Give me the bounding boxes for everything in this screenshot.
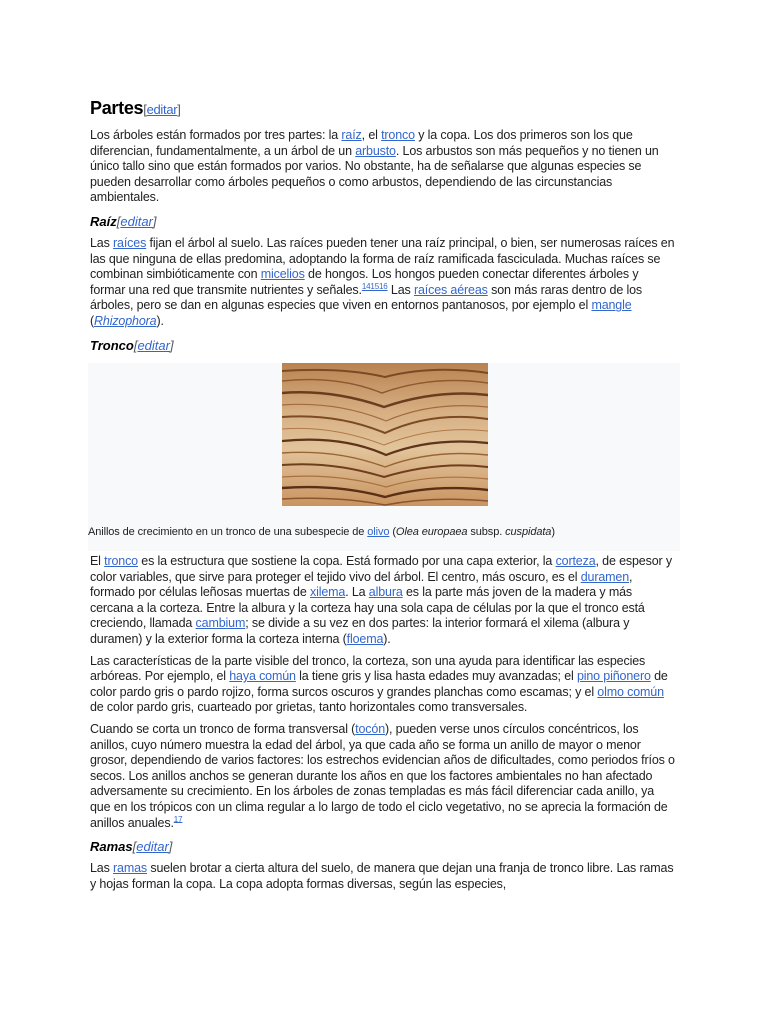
link-albura[interactable]: albura <box>368 585 403 600</box>
section-heading-partes <box>90 96 675 122</box>
text: Las <box>90 861 114 876</box>
text: suelen brotar a cierta altura del suelo, de manera que dejan una franja de tronco libre. Las ramas y hojas forman la copa. La copa adopta formas diversas, según las especies, <box>90 861 674 891</box>
section-heading-ramas <box>90 839 675 855</box>
section-heading-raiz <box>90 214 675 230</box>
species-name: Olea europaea <box>395 526 468 538</box>
text: Los árboles están formados por tres partes: la <box>90 128 342 142</box>
section-title: Tronco <box>90 337 134 353</box>
text: ; se divide a su vez en dos partes: la interior formará el xilema (albura y duramen) y la exterior forma la corteza interna ( <box>90 616 630 646</box>
text: Las <box>387 282 414 297</box>
article-content <box>90 96 675 360</box>
text: fijan el árbol al suelo. Las raíces pueden tener una raíz principal, o bien, ser numerosas raíces en las que ninguna de ellas predomina, adoptando la forma de raíz ramificada fasciculada. Muchas raíces se combinan simbióticamente con <box>90 235 675 282</box>
text: Las características de la parte visible del tronco, la corteza, son una ayuda para identificar las especies arbóreas. Por ejemplo, el <box>90 653 646 684</box>
edit-link-text[interactable]: editar <box>136 839 169 855</box>
link-duramen[interactable]: duramen <box>580 569 630 584</box>
text: Anillos de crecimiento en un tronco de una subespecie de <box>88 526 368 538</box>
text: y la copa. Los dos primeros son los que diferencian, fundamentalmente, a un árbol de un <box>90 128 633 158</box>
link-tocon[interactable]: tocón <box>355 721 386 736</box>
edit-link-text[interactable]: editar <box>146 102 178 117</box>
reference-link[interactable]: 17 <box>173 814 183 824</box>
text: ( <box>90 313 95 328</box>
text: El <box>90 554 105 568</box>
text: , formado por células leñosas muertas de <box>90 569 633 600</box>
link-pino-pinonero[interactable]: pino piñonero <box>576 669 651 684</box>
text: Las <box>90 235 114 250</box>
link-tronco[interactable]: tronco <box>381 128 415 142</box>
edit-link-raiz[interactable]: [editar] <box>116 213 157 229</box>
link-raices-aereas[interactable]: raíces aéreas <box>413 282 488 297</box>
link-mangle[interactable]: mangle <box>591 298 632 313</box>
tree-rings-image[interactable] <box>282 363 488 506</box>
link-corteza[interactable]: corteza <box>555 554 596 568</box>
text: . La <box>345 585 369 600</box>
link-arbusto[interactable]: arbusto <box>355 143 396 158</box>
text: es la parte más joven de la madera y más cercana a la corteza. Entre la albura y la corteza hay una sola capa de células por la que el tronco está creciendo, llamada <box>90 585 645 631</box>
link-rhizophora[interactable]: Rhizophora <box>94 313 157 328</box>
paragraph <box>90 236 675 330</box>
link-raiz[interactable]: raíz <box>341 128 362 142</box>
section-title: Raíz <box>90 213 117 229</box>
text: subsp. <box>467 526 506 538</box>
link-xilema[interactable]: xilema <box>309 585 346 600</box>
link-tronco[interactable]: tronco <box>104 554 138 568</box>
link-raices[interactable]: raíces <box>113 235 147 250</box>
text: de color pardo gris o pardo rojizo, forma surcos oscuros y grandes planchas como escamas; y el <box>90 669 668 699</box>
paragraph <box>90 861 675 892</box>
text: ), pueden verse unos círculos concéntricos, los anillos, cuyo número muestra la edad del árbol, ya que cada año se forma un anillo de mayor o menor grosor, dependiendo de varios factores: los estrechos evidencian años de dificultades, como periodos fríos o secos. Los anillos anchos se generan durante los años en que los factores ambientales no han afectado adversamente su crecimiento. En los árboles de zonas templadas es más fácil diferenciar cada anillo, ya que en los trópicos con un clima regular a lo largo de todo el ciclo vegetativo, no se aprecia la formación de anillos anuales. <box>90 721 675 830</box>
text: ( <box>389 526 396 538</box>
paragraph <box>90 128 675 206</box>
text: la tiene gris y lisa hasta edades muy avanzadas; el <box>295 669 577 684</box>
paragraph <box>90 554 675 648</box>
figure-caption <box>88 526 555 538</box>
text: son más raras dentro de los árboles, pero se dan en algunas especies que viven en entornos pantanosos, por ejemplo el <box>90 282 642 313</box>
text: , de espesor y color variables, que sirve para proteger el tejido vivo del árbol. El centro, más oscuro, es el <box>90 554 672 584</box>
figure-tree-rings <box>88 363 680 551</box>
link-haya-comun[interactable]: haya común <box>229 669 296 684</box>
text: Cuando se corta un tronco de forma transversal ( <box>90 721 356 736</box>
edit-link-partes[interactable]: [editar] <box>143 102 181 117</box>
section-title: Partes <box>90 98 144 118</box>
text: ) <box>551 526 555 538</box>
text: ). <box>156 313 164 328</box>
link-cambium[interactable]: cambium <box>195 616 246 631</box>
article-content-continued <box>90 554 675 898</box>
paragraph <box>90 654 675 716</box>
text: ). <box>383 631 391 646</box>
link-olivo[interactable]: olivo <box>367 526 390 538</box>
link-floema[interactable]: floema <box>346 631 384 646</box>
text: , el <box>361 128 382 142</box>
edit-link-tronco[interactable]: [editar] <box>133 337 174 353</box>
edit-link-ramas[interactable]: [editar] <box>132 839 173 855</box>
subspecies-name: cuspidata <box>505 526 552 538</box>
section-heading-tronco <box>90 338 675 354</box>
text: de color pardo gris, cuarteado por grietas, tanto horizontales como transversales. <box>90 700 528 715</box>
section-title: Ramas <box>90 839 133 855</box>
reference-link[interactable]: 141516 <box>361 281 388 291</box>
link-micelios[interactable]: micelios <box>260 267 305 282</box>
text: de hongos. Los hongos pueden conectar diferentes árboles y formar una red que transmite nutrientes y señales. <box>90 267 639 297</box>
text: es la estructura que sostiene la copa. Está formado por una capa exterior, la <box>137 554 556 568</box>
text: . Los arbustos son más pequeños y no tienen un único tallo sino que están formados por varios. No obstante, ha de señalarse que algunas especies se pueden desarrollar como árboles pequeños o como arbustos, dependiendo de las circunstancias ambientales. <box>90 143 659 205</box>
edit-link-text[interactable]: editar <box>120 213 153 229</box>
edit-link-text[interactable]: editar <box>137 337 170 353</box>
paragraph <box>90 722 675 831</box>
link-olmo-comun[interactable]: olmo común <box>597 684 664 699</box>
link-ramas[interactable]: ramas <box>113 861 148 876</box>
